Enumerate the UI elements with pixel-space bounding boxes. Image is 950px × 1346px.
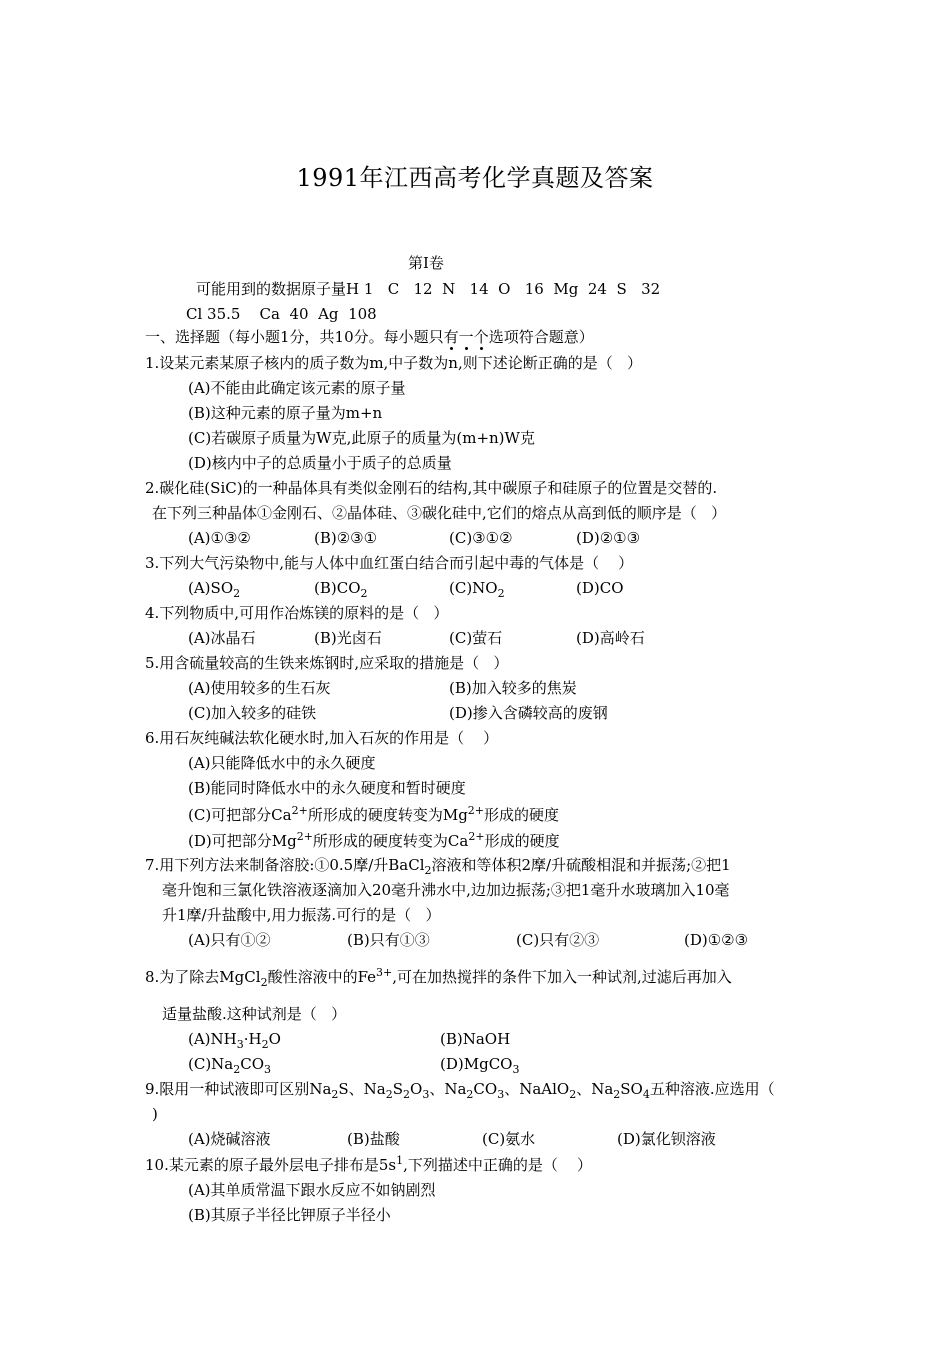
question-10-stem: 10.某元素的原子最外层电子排布是$5s^1$,下列描述中正确的是（ ）: [145, 1154, 592, 1174]
question-8-option-a: $(A)NH_3\cdot H_2O$: [188, 1030, 281, 1051]
question-4-option-d: (D)高岭石: [576, 629, 645, 647]
question-9-option-b: (B)盐酸: [347, 1130, 400, 1148]
question-3-option-d: (D)CO: [576, 579, 624, 597]
question-2-stem-line-2: 在下列三种晶体①金刚石、②晶体硅、③碳化硅中,它们的熔点从高到低的顺序是（ ）: [152, 504, 727, 522]
question-2-option-a: (A)①③②: [188, 529, 251, 547]
question-5-option-c: (C)加入较多的硅铁: [188, 704, 317, 722]
question-1-option-d: (D)核内中子的总质量小于质子的总质量: [188, 454, 452, 472]
question-7-option-a: (A)只有①②: [188, 931, 271, 949]
question-7-stem-line-2: 毫升饱和三氯化铁溶液逐滴加入20毫升沸水中,边加边振荡;③把1毫升水玻璃加入10毫: [162, 881, 730, 899]
emphasis-char: 一: [458, 328, 474, 346]
question-5-option-a: (A)使用较多的生石灰: [188, 679, 331, 697]
question-2-option-c: (C)③①②: [449, 529, 513, 547]
emphasis-only-one: [429, 328, 489, 346]
question-6-option-a: (A)只能降低水中的永久硬度: [188, 754, 376, 772]
question-3-option-c: $(C)NO_2$: [449, 579, 505, 600]
question-5-stem: 5.用含硫量较高的生铁来炼钢时,应采取的措施是（ ）: [145, 654, 509, 672]
question-4-option-a: (A)冰晶石: [188, 629, 256, 647]
question-7-option-c: (C)只有②③: [516, 931, 600, 949]
question-1-option-a: (A)不能由此确定该元素的原子量: [188, 379, 406, 397]
atomic-masses-line-1: 可能用到的数据原子量H 1 C 12 N 14 O 16 Mg 24 S 32: [196, 280, 661, 298]
question-4-stem: 4.下列物质中,可用作冶炼镁的原料的是（ ）: [145, 604, 449, 622]
section-heading: 一、选择题（每小题1分，共10分。每小题只有一个选项符合题意）: [145, 328, 594, 346]
question-9-option-d: (D)氯化钡溶液: [617, 1130, 716, 1148]
page-title: 1991年江西高考化学真题及答案: [296, 164, 654, 192]
emphasis-char: 有: [443, 328, 459, 346]
question-10-option-a: (A)其单质常温下跟水反应不如钠剧烈: [188, 1181, 436, 1199]
question-9-stem-line-2: ): [152, 1105, 158, 1123]
question-1-stem: 1.设某元素某原子核内的质子数为m,中子数为n,则下述论断正确的是（ ）: [145, 354, 643, 372]
question-9-stem-line-1: 9.限用一种试液即可区别$Na_2S$、$Na_2S_2O_3$、$Na_2CO_3$、NaAlO$_2$、$Na_2SO_4$五种溶液.应选用（: [145, 1080, 775, 1101]
emphasis-char: 个: [473, 328, 489, 346]
question-7-stem-line-3: 升1摩/升盐酸中,用力振荡.可行的是（ ）: [162, 906, 441, 924]
question-2-option-d: (D)②①③: [576, 529, 641, 547]
question-5-option-b: (B)加入较多的焦炭: [449, 679, 577, 697]
question-10-option-b: (B)其原子半径比钾原子半径小: [188, 1206, 391, 1224]
question-8-stem-line-2: 适量盐酸.这种试剂是（ ）: [162, 1005, 347, 1023]
question-6-option-d: (D)可把部分$Mg^{2+}$所形成的硬度转变为$Ca^{2+}$形成的硬度: [188, 830, 560, 850]
question-7-option-d: (D)①②③: [684, 931, 749, 949]
question-9-option-c: (C)氨水: [482, 1130, 536, 1148]
question-8-option-b: (B)NaOH: [440, 1030, 511, 1048]
question-6-stem: 6.用石灰纯碱法软化硬水时,加入石灰的作用是（ ）: [145, 729, 499, 747]
question-2-option-b: (B)②③①: [314, 529, 378, 547]
question-5-option-d: (D)掺入含磷较高的废钢: [449, 704, 608, 722]
question-8-stem-line-1: 8.为了除去MgCl$_2$酸性溶液中的$Fe^{3+}$,可在加热搅拌的条件下加入一种试剂,过滤后再加入: [145, 966, 732, 989]
question-9-option-a: (A)烧碱溶液: [188, 1130, 271, 1148]
question-8-option-d: (D)MgCO$_3$: [440, 1055, 520, 1076]
question-1-option-c: (C)若碳原子质量为W克,此原子的质量为(m+n)W克: [188, 429, 535, 447]
question-7-stem-line-1: 7.用下列方法来制备溶胶:①0.5摩/升BaCl$_2$溶液和等体积2摩/升硫酸相混和并振荡;②把1: [145, 856, 731, 877]
volume-label: 第Ⅰ卷: [408, 254, 444, 272]
question-4-option-b: (B)光卤石: [314, 629, 382, 647]
question-3-option-b: $(B)CO_2$: [314, 579, 368, 600]
question-2-stem-line-1: 2.碳化硅(SiC)的一种晶体具有类似金刚石的结构,其中碳原子和硅原子的位置是交替的.: [145, 479, 718, 497]
atomic-masses-line-2: Cl 35.5 Ca 40 Ag 108: [186, 305, 377, 323]
question-7-option-b: (B)只有①③: [347, 931, 430, 949]
question-6-option-c: (C)可把部分$Ca^{2+}$所形成的硬度转变为$Mg^{2+}$形成的硬度: [188, 804, 560, 824]
question-8-option-c: $(C)Na_2CO_3$: [188, 1055, 272, 1076]
question-1-option-b: (B)这种元素的原子量为m+n: [188, 404, 383, 422]
question-3-option-a: $(A)SO_2$: [188, 579, 241, 600]
question-6-option-b: (B)能同时降低水中的永久硬度和暂时硬度: [188, 779, 466, 797]
question-3-stem: 3.下列大气污染物中,能与人体中血红蛋白结合而引起中毒的气体是（ ）: [145, 554, 634, 572]
emphasis-char: 只: [428, 328, 444, 346]
question-4-option-c: (C)萤石: [449, 629, 503, 647]
